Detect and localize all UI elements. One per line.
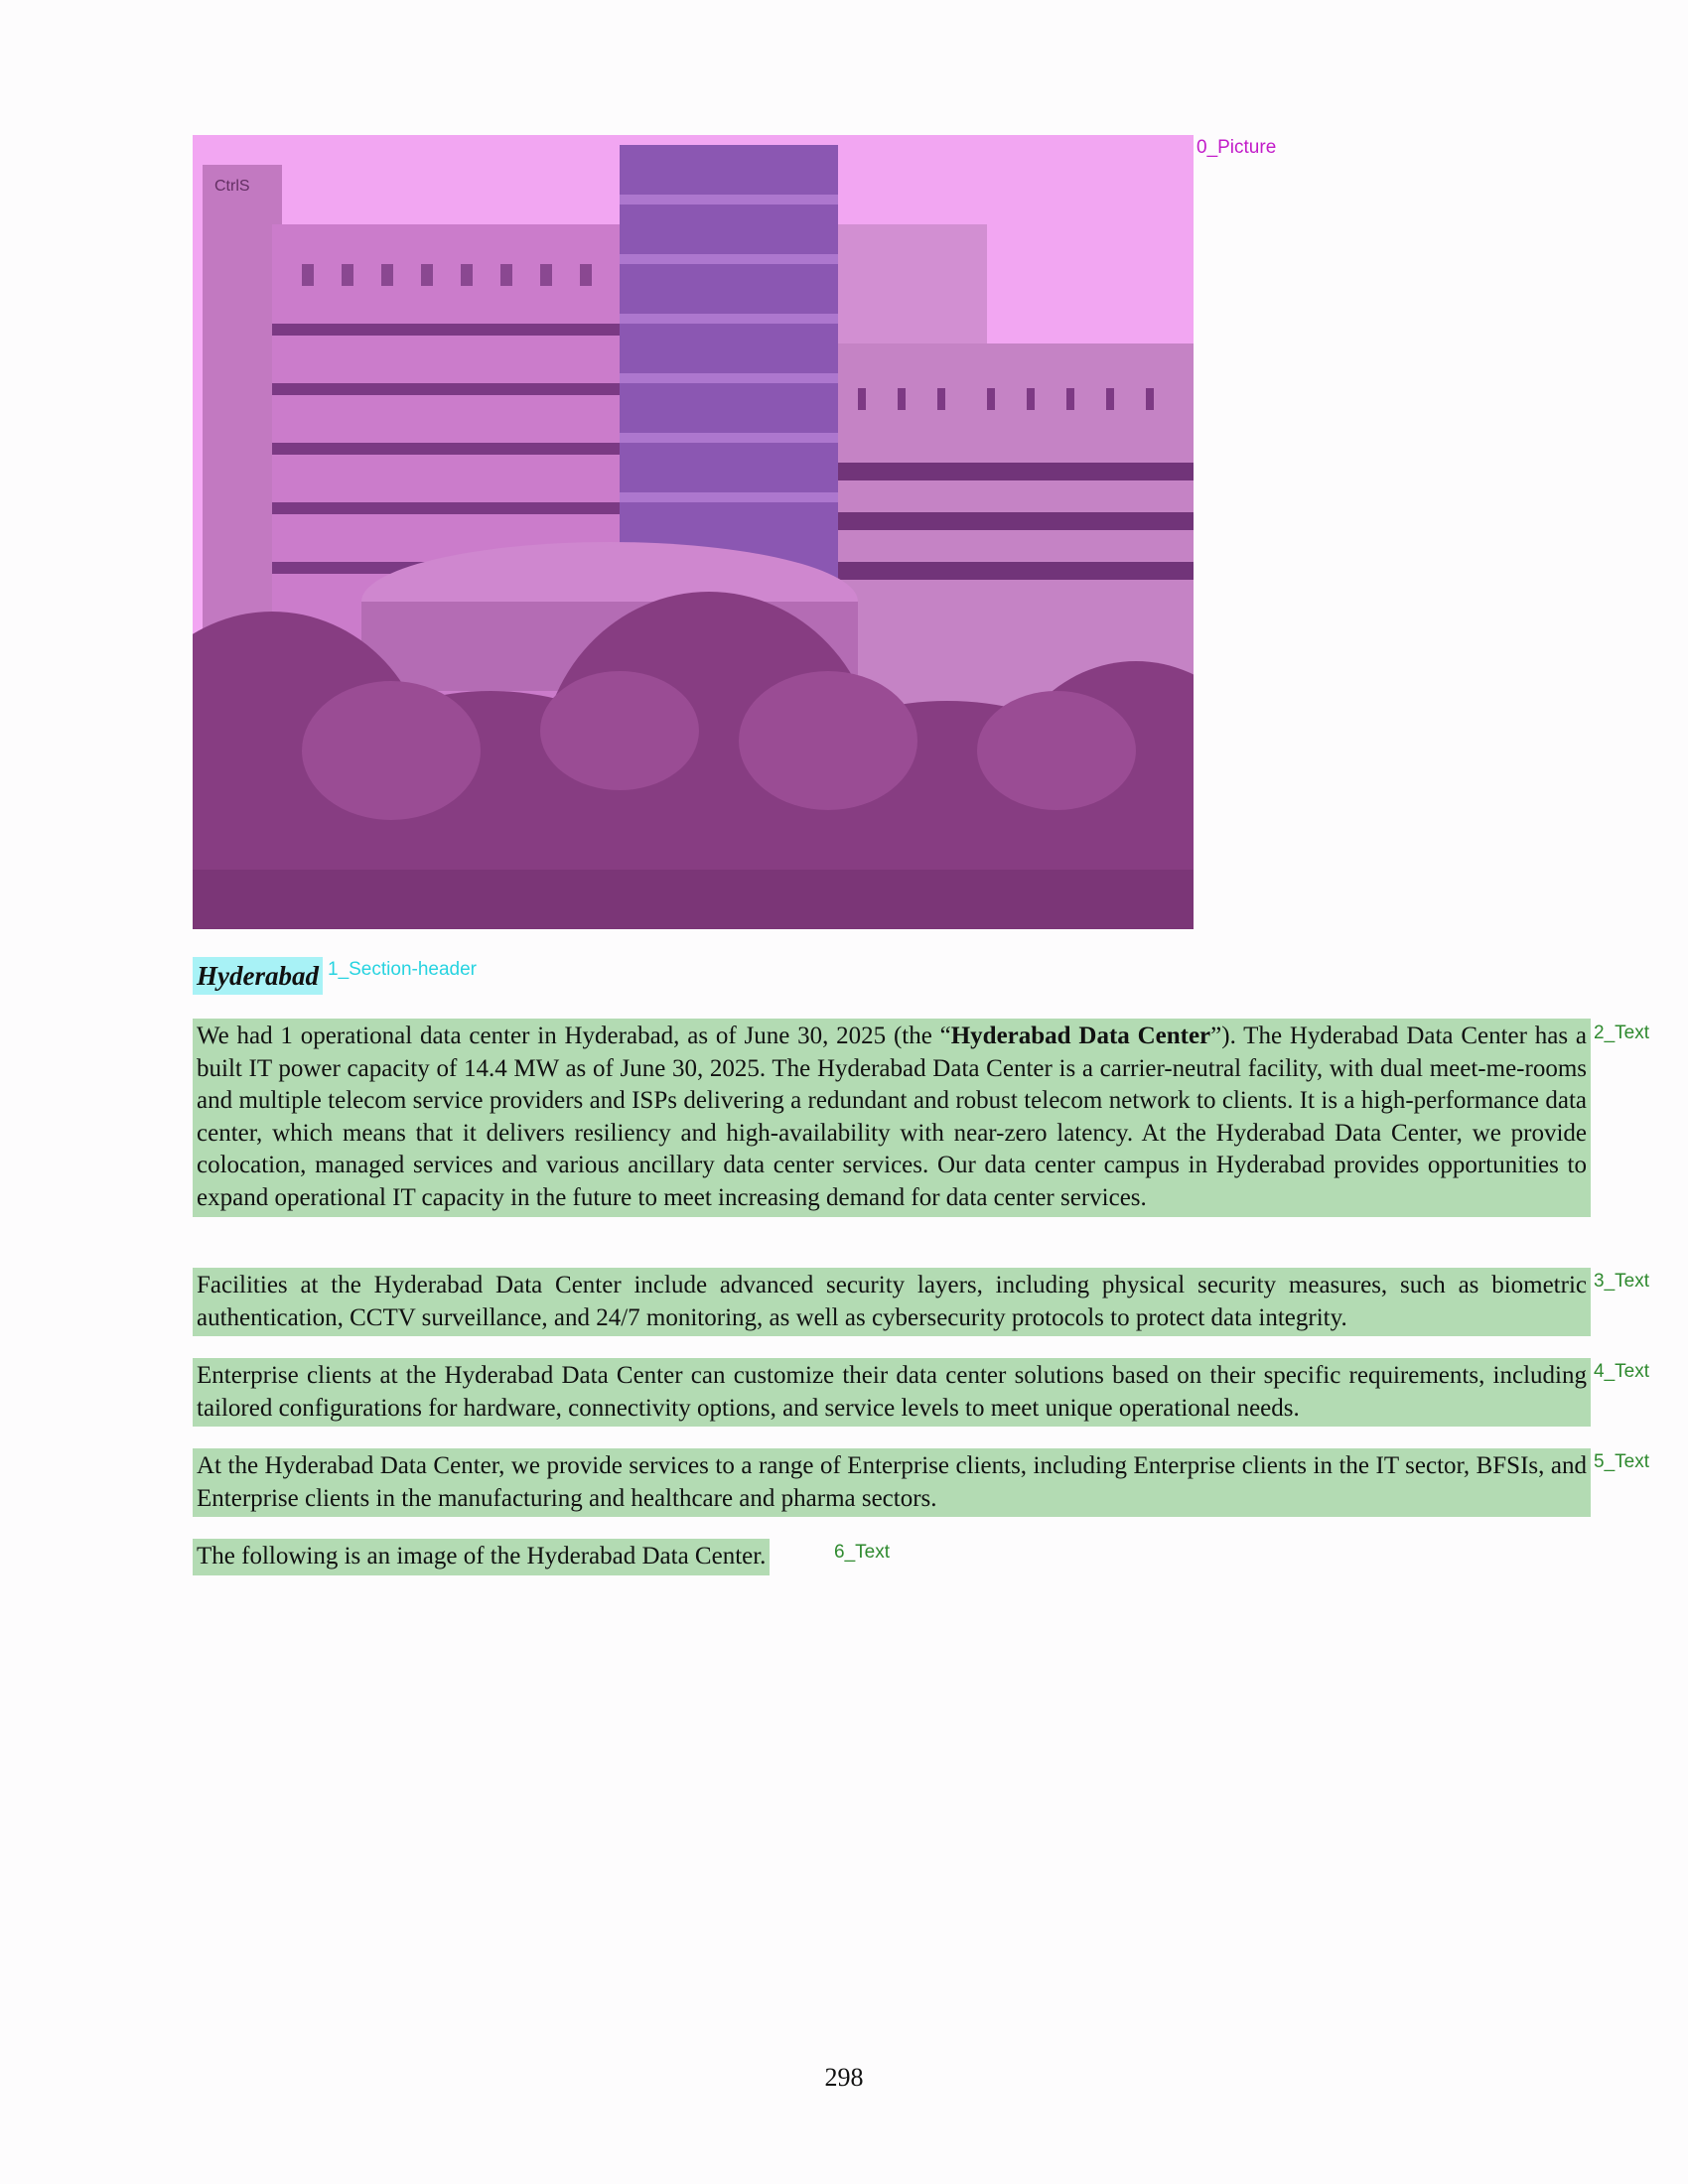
paragraph-5: At the Hyderabad Data Center, we provide services to a range of Enterprise clients, including Enterprise clients in the IT sector, BFSIs, and Enterprise clients in the manufacturing and healthcare and pharma sectors. — [193, 1448, 1591, 1517]
text-3-label: 3_Text — [1594, 1271, 1649, 1292]
page-number: 298 — [824, 2063, 864, 2092]
picture-label: 0_Picture — [1196, 137, 1277, 158]
paragraph-4: Enterprise clients at the Hyderabad Data Center can customize their data center solutions based on their specific requirements, including tailored configurations for hardware, connectivity options, and service levels to meet unique operational needs. — [193, 1358, 1591, 1427]
paragraph-3: Facilities at the Hyderabad Data Center include advanced security layers, including physical security measures, such as biometric authentication, CCTV surveillance, and 24/7 monitoring, as well as cybersecurity protocols to protect data integrity. — [193, 1268, 1591, 1336]
paragraph-2-after: ”). The Hyderabad Data Center has a built IT power capacity of 14.4 MW as of June 30, 2025. The Hyderabad Data Center is a carrier-neutral facility, with dual meet-me-rooms and multiple telecom service providers and ISPs delivering a redundant and robust telecom network to clients. It is a high-performance data center, which means that it delivers resiliency and high-availability with near-zero latency. At the Hyderabad Data Center, we provide colocation, managed services and various ancillary data center services. Our data center campus in Hyderabad provides opportunities to expand operational IT capacity in the future to meet increasing demand for data center services. — [197, 1023, 1587, 1211]
text-2-label: 2_Text — [1594, 1023, 1649, 1043]
data-center-photo — [193, 135, 1194, 929]
text-6-label: 6_Text — [834, 1542, 890, 1563]
text-5-label: 5_Text — [1594, 1451, 1649, 1472]
paragraph-2-before: We had 1 operational data center in Hyderabad, as of June 30, 2025 (the “ — [197, 1023, 951, 1049]
paragraph-2 — [193, 1019, 1591, 1217]
text-4-label: 4_Text — [1594, 1361, 1649, 1382]
building-sign-text: CtrlS — [214, 178, 250, 195]
picture-overlay — [193, 135, 1194, 929]
paragraph-2-bold: Hyderabad Data Center — [950, 1023, 1211, 1049]
section-header-label: 1_Section-header — [328, 959, 477, 980]
paragraph-6: The following is an image of the Hyderabad Data Center. — [193, 1539, 770, 1575]
section-header: Hyderabad — [193, 957, 323, 995]
